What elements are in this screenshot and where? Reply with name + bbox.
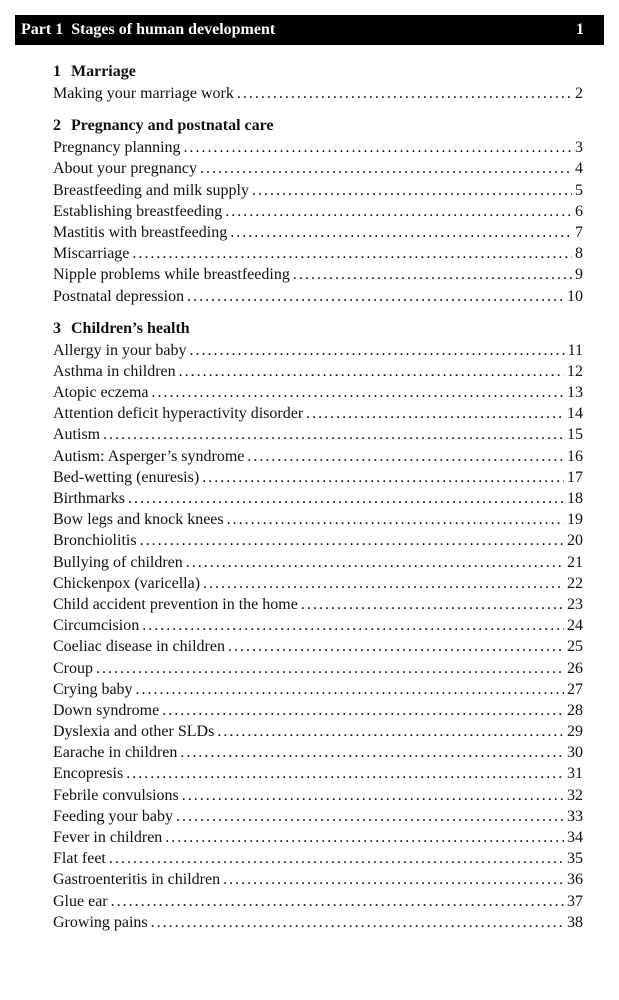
entry-title: Encopresis (53, 765, 124, 783)
toc-entry (53, 912, 583, 933)
dot-leader (179, 361, 564, 382)
dot-leader (223, 869, 564, 890)
entry-page-number: 3 (575, 139, 583, 157)
toc-section (53, 61, 583, 104)
dot-leader (247, 446, 564, 467)
entry-title: Birthmarks (53, 490, 125, 507)
entry-page-number: 16 (567, 447, 583, 465)
dot-leader (186, 552, 564, 573)
entry-title: Breastfeeding and milk supply (53, 181, 249, 199)
toc-entry (53, 763, 583, 784)
dot-leader (227, 509, 564, 530)
dot-leader (203, 573, 564, 594)
entry-title: Attention deficit hyperactivity disorder (53, 405, 304, 423)
entry-title: Dyslexia and other SLDs (53, 723, 215, 741)
entry-page-number: 30 (567, 744, 583, 762)
dot-leader (109, 848, 564, 869)
dot-leader (293, 264, 572, 285)
entry-page-number: 13 (567, 384, 583, 402)
dot-leader (301, 594, 564, 615)
toc-entry (53, 264, 583, 285)
entry-title: Allergy in your baby (53, 341, 187, 359)
entry-title: Fever in children (53, 829, 163, 846)
toc-entry (53, 243, 583, 264)
entry-page-number: 27 (567, 680, 583, 698)
toc-entry (53, 382, 583, 403)
entry-title: Autism (53, 426, 101, 444)
entry-page-number: 31 (567, 765, 583, 783)
entry-page-number: 7 (575, 223, 583, 241)
entry-page-number: 2 (575, 85, 583, 102)
dot-leader (176, 806, 564, 827)
entry-page-number: 5 (575, 181, 583, 199)
dot-leader (111, 891, 564, 912)
entry-page-number: 4 (575, 160, 583, 178)
entry-title: Flat feet (53, 850, 106, 868)
entry-title: Bed-wetting (enuresis) (53, 468, 200, 486)
toc-entry (53, 137, 583, 158)
toc-entry (53, 573, 583, 594)
dot-leader (103, 424, 564, 445)
part-title: Stages of human development (71, 21, 276, 38)
toc-entry (53, 446, 583, 467)
section-heading (53, 61, 583, 83)
entry-title: Postnatal depression (53, 287, 185, 305)
dot-leader (230, 222, 572, 243)
entry-title: Crying baby (53, 680, 133, 698)
entry-page-number: 34 (567, 829, 583, 846)
toc-entry (53, 700, 583, 721)
section-title: Children’s health (71, 319, 190, 337)
entry-title: Pregnancy planning (53, 139, 181, 157)
entry-title: Mastitis with breastfeeding (53, 223, 228, 241)
entry-title: Chickenpox (varicella) (53, 574, 201, 592)
entry-title: Circumcision (53, 617, 140, 635)
entry-title: Glue ear (53, 892, 108, 910)
entry-page-number: 11 (567, 341, 583, 359)
entry-title: Miscarriage (53, 245, 130, 263)
toc-entry (53, 848, 583, 869)
dot-leader (217, 721, 564, 742)
entry-page-number: 20 (567, 532, 583, 550)
entry-title: Growing pains (53, 913, 148, 931)
dot-leader (306, 403, 564, 424)
entry-title: Asthma in children (53, 362, 176, 380)
toc-entry (53, 742, 583, 763)
section-title: Marriage (71, 63, 136, 80)
entry-page-number: 9 (575, 266, 583, 284)
toc-entry (53, 361, 583, 382)
dot-leader (184, 137, 572, 158)
dot-leader (225, 201, 572, 222)
section-number: 2 (53, 117, 61, 135)
entry-title: About your pregnancy (53, 160, 197, 178)
toc-entry (53, 180, 583, 201)
entry-page-number: 33 (567, 807, 583, 825)
section-heading (53, 318, 583, 340)
toc-entry (53, 891, 583, 912)
entry-title: Establishing breastfeeding (53, 202, 223, 220)
toc-entry (53, 721, 583, 742)
toc-entry (53, 83, 583, 104)
entry-page-number: 18 (567, 490, 583, 507)
toc-entry (53, 509, 583, 530)
toc-section (53, 115, 583, 307)
toc-entry (53, 424, 583, 445)
toc-entry (53, 679, 583, 700)
entry-title: Feeding your baby (53, 807, 173, 825)
entry-page-number: 6 (575, 202, 583, 220)
entry-title: Bow legs and knock knees (53, 511, 224, 529)
entry-page-number: 26 (567, 659, 583, 677)
toc-entry (53, 286, 583, 307)
toc-entry (53, 785, 583, 806)
dot-leader (202, 467, 564, 488)
entry-title: Making your marriage work (53, 85, 234, 102)
entry-page-number: 17 (567, 468, 583, 486)
dot-leader (252, 180, 572, 201)
dot-leader (96, 658, 564, 679)
entry-page-number: 32 (567, 786, 583, 804)
dot-leader (180, 742, 564, 763)
part-heading (21, 21, 275, 39)
dot-leader (126, 763, 564, 784)
toc-entry (53, 403, 583, 424)
entry-title: Child accident prevention in the home (53, 595, 298, 613)
entry-title: Atopic eczema (53, 384, 149, 402)
dot-leader (128, 488, 564, 509)
dot-leader (182, 785, 564, 806)
entry-page-number: 14 (567, 405, 583, 423)
entry-page-number: 24 (567, 617, 583, 635)
toc-entry (53, 806, 583, 827)
table-of-contents (53, 61, 583, 944)
dot-leader (187, 286, 564, 307)
dot-leader (140, 530, 564, 551)
entry-title: Earache in children (53, 744, 178, 762)
entry-title: Gastroenteritis in children (53, 871, 221, 889)
toc-entry (53, 552, 583, 573)
toc-entry (53, 636, 583, 657)
entry-page-number: 28 (567, 701, 583, 719)
toc-entry (53, 658, 583, 679)
dot-leader (151, 912, 564, 933)
toc-entry (53, 340, 583, 361)
toc-entry (53, 869, 583, 890)
dot-leader (200, 158, 572, 179)
header-page-number: 1 (576, 21, 584, 38)
toc-entry (53, 827, 583, 848)
dot-leader (237, 83, 572, 104)
toc-entry (53, 615, 583, 636)
entry-title: Down syndrome (53, 701, 160, 719)
entry-page-number: 21 (567, 553, 583, 571)
toc-entry (53, 222, 583, 243)
entry-page-number: 12 (567, 362, 583, 380)
toc-entry (53, 467, 583, 488)
dot-leader (189, 340, 564, 361)
entry-title: Autism: Asperger’s syndrome (53, 447, 245, 465)
toc-section (53, 318, 583, 933)
entry-page-number: 19 (567, 511, 583, 529)
entry-page-number: 29 (567, 723, 583, 741)
dot-leader (228, 636, 564, 657)
entry-page-number: 38 (567, 913, 583, 931)
toc-entry (53, 594, 583, 615)
toc-entry (53, 158, 583, 179)
entry-page-number: 35 (567, 850, 583, 868)
dot-leader (142, 615, 564, 636)
entry-page-number: 22 (567, 574, 583, 592)
entry-title: Nipple problems while breastfeeding (53, 266, 290, 284)
dot-leader (165, 827, 564, 848)
entry-page-number: 10 (567, 287, 583, 305)
dot-leader (132, 243, 572, 264)
toc-entry (53, 488, 583, 509)
dot-leader (162, 700, 564, 721)
entry-page-number: 8 (575, 245, 583, 263)
entry-page-number: 23 (567, 595, 583, 613)
section-heading (53, 115, 583, 137)
entry-page-number: 37 (567, 892, 583, 910)
entry-title: Croup (53, 659, 93, 677)
section-number: 3 (53, 319, 61, 337)
entry-title: Coeliac disease in children (53, 638, 225, 656)
entry-page-number: 15 (567, 426, 583, 444)
toc-entry (53, 201, 583, 222)
dot-leader (152, 382, 565, 403)
part-header (15, 15, 604, 45)
entry-title: Bullying of children (53, 553, 183, 571)
entry-page-number: 36 (567, 871, 583, 889)
part-label: Part 1 (21, 21, 64, 38)
toc-entry (53, 530, 583, 551)
entry-page-number: 25 (567, 638, 583, 656)
section-number: 1 (53, 63, 61, 80)
entry-title: Febrile convulsions (53, 786, 179, 804)
dot-leader (136, 679, 564, 700)
section-title: Pregnancy and postnatal care (71, 117, 274, 135)
entry-title: Bronchiolitis (53, 532, 137, 550)
